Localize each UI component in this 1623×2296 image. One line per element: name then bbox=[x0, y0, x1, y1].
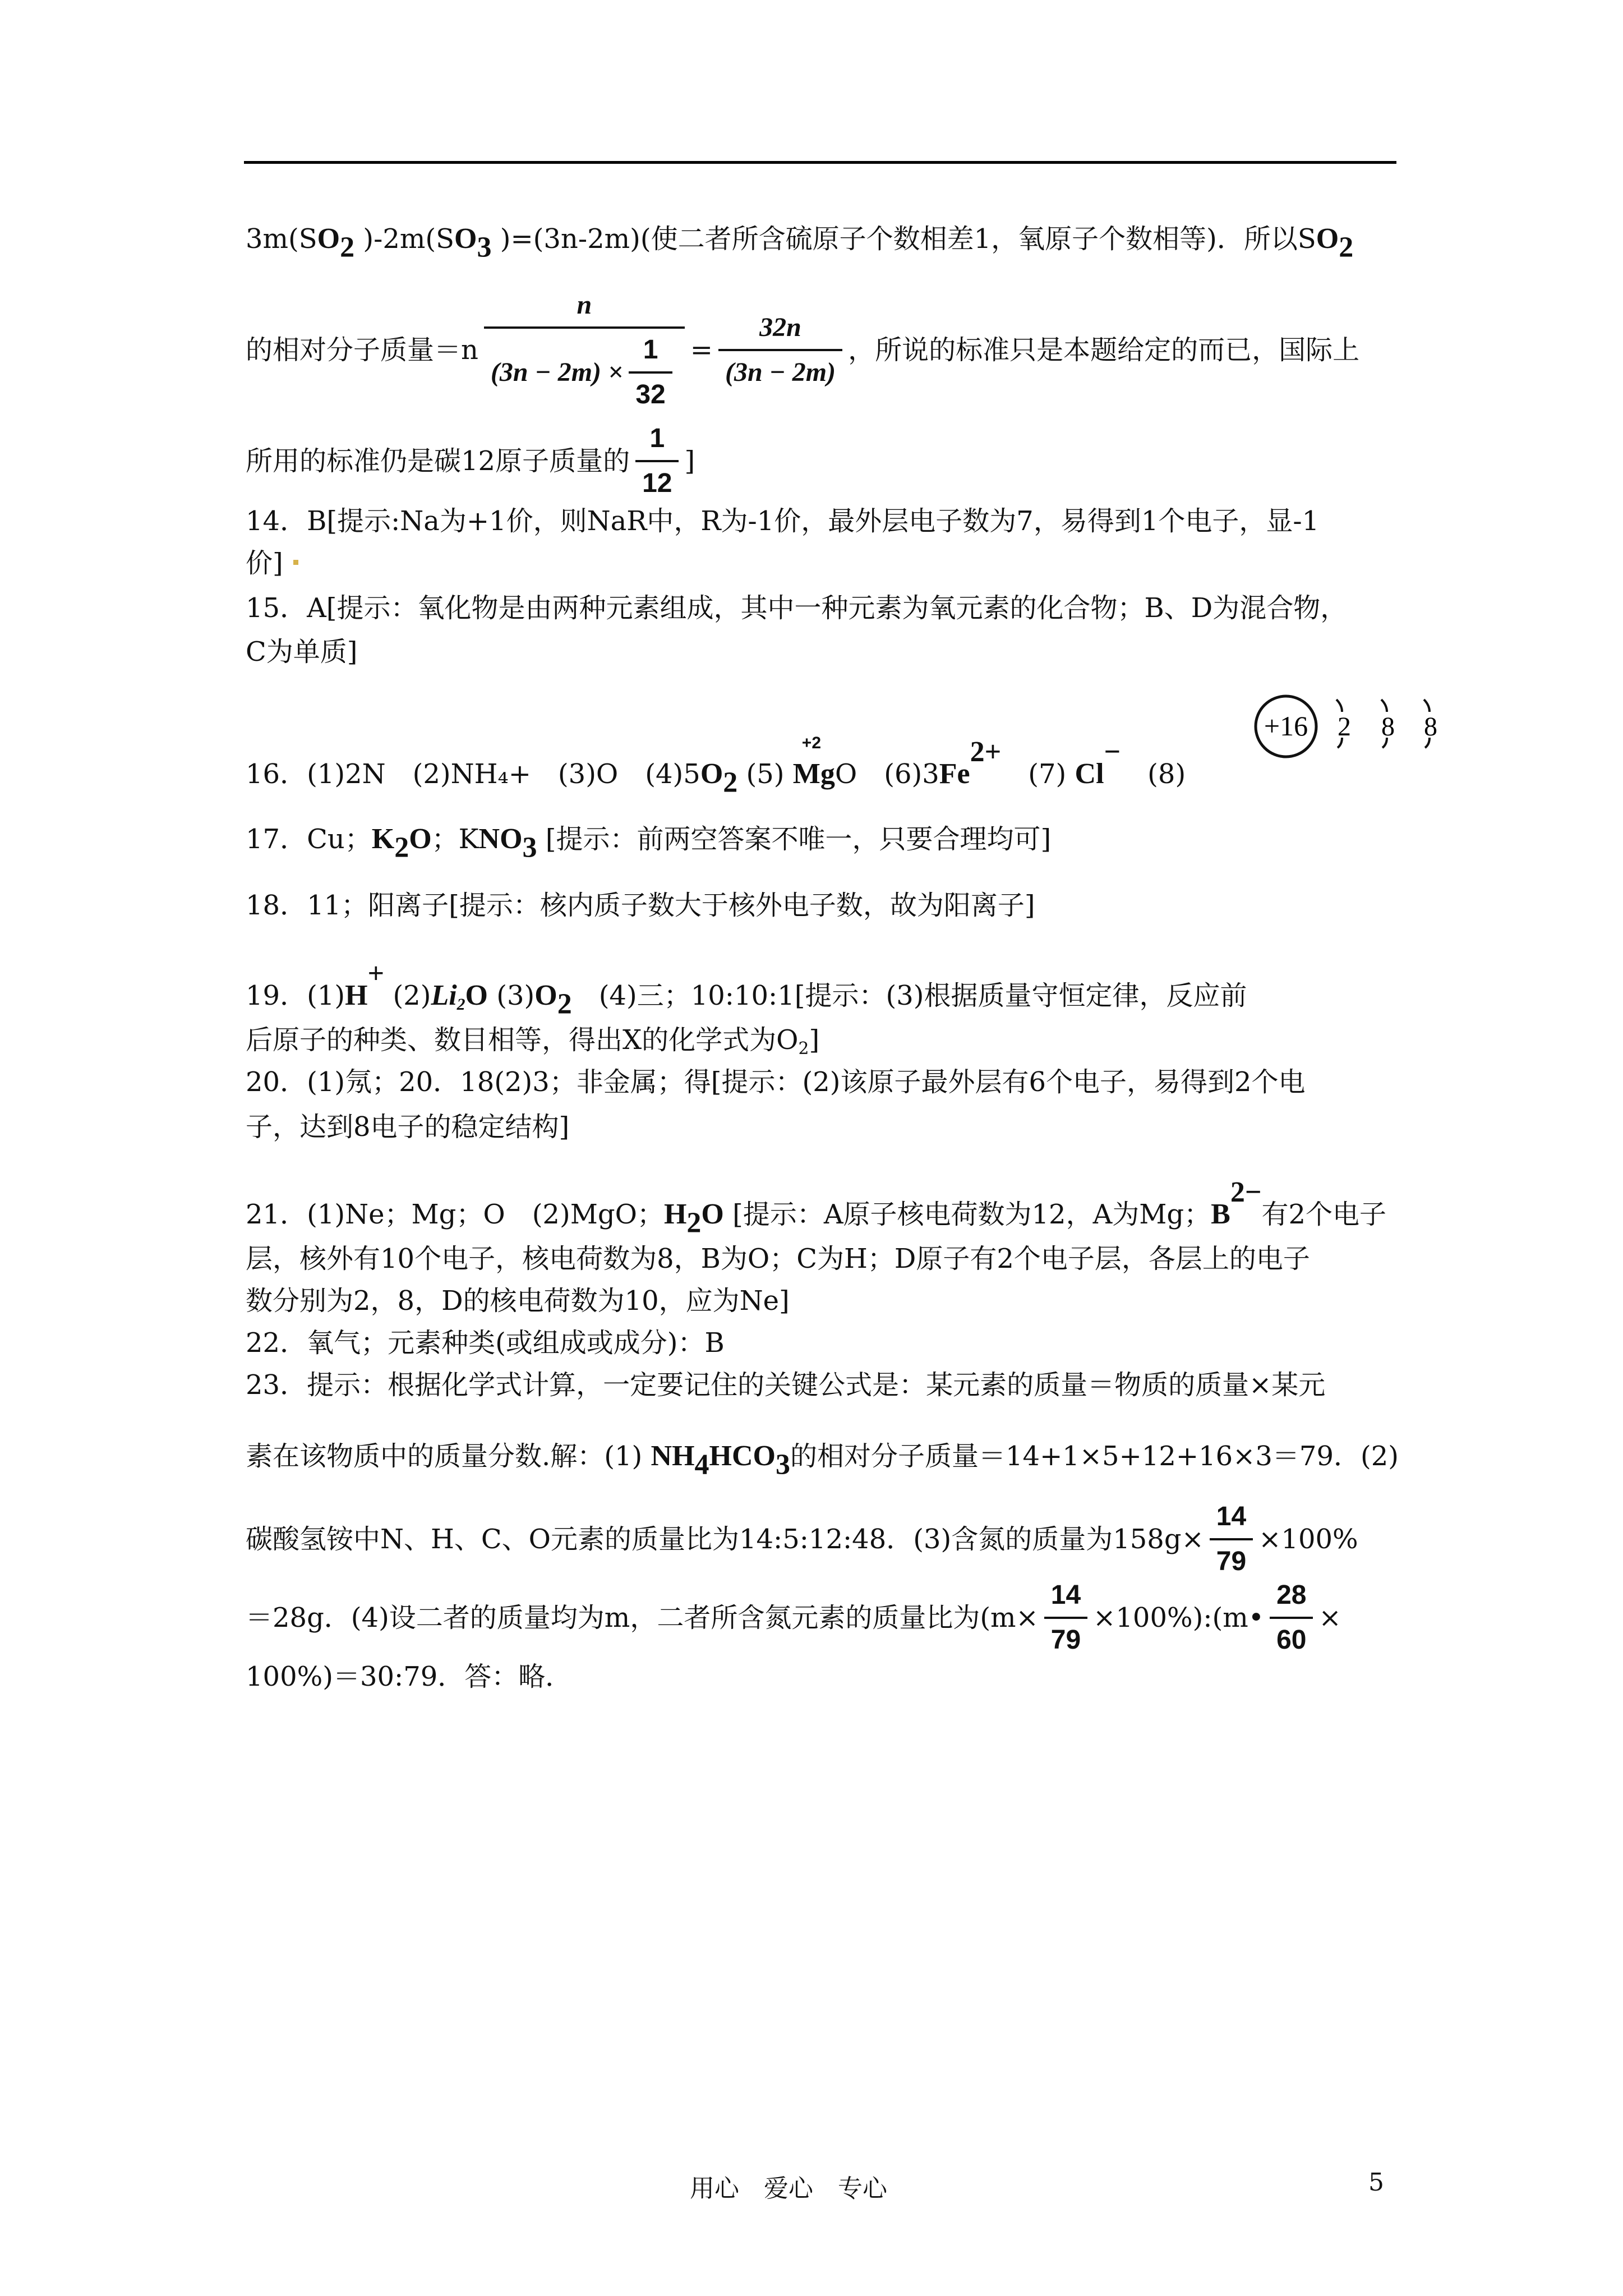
answer-15-line-1: 15．A[提示：氧化物是由两种元素组成，其中一种元素为氧元素的化合物；B、D为混合物， bbox=[246, 592, 1348, 624]
answer-14-line-2: 价] bbox=[246, 547, 283, 579]
answer-16: 16．(1)2N (2)NH₄+ (3)O $(4)5O_2$ (5) +2 MgO $(6)3Fe^{2+}$ (7) Cl− (8) bbox=[246, 734, 1186, 799]
shell-2: 8 bbox=[1381, 712, 1395, 742]
answer-23-line-1: 23．提示：根据化学式计算，一定要记住的关键公式是：某元素的质量＝物质的质量×某元 bbox=[246, 1369, 1326, 1401]
nucleus-charge: +16 bbox=[1264, 710, 1308, 742]
answer-14-line-1: 14．B[提示:Na为+1价，则NaR中，R为-1价，最外层电子数为7，易得到1个电子，显-1 bbox=[246, 505, 1320, 537]
answer-13-line-2: 的相对分子质量＝n n (3n − 2m) × $\frac{1}{32}$ = $\frac{32n}{(3n - 2m)}$ ，所说的标准只是本题给定的而已，国际上 bbox=[246, 290, 1360, 409]
fraction-n-over: n (3n − 2m) × $\frac{1}{32}$ bbox=[484, 292, 685, 408]
answer-19-line-1: 19．(1)H+ $(2)Li_2O$ $(3)O_2$ (4)三；10:10:1[提示：(3)根据质量守恒定律，反应前 bbox=[246, 958, 1247, 1020]
answer-18: 18．11；阳离子[提示：核内质子数大于核外电子数，故为阳离子] bbox=[246, 890, 1035, 921]
shell-3: 8 bbox=[1424, 712, 1437, 742]
atom-structure-diagram bbox=[1253, 692, 1455, 770]
page-number: 5 bbox=[1368, 2168, 1384, 2197]
answer-19-line-2: 后原子的种类、数目相等，得出X的化学式为$O_2$] bbox=[246, 1024, 820, 1059]
answer-20-line-2: 子，达到8电子的稳定结构] bbox=[246, 1111, 570, 1143]
page-footer: 用心 爱心 专心 bbox=[690, 2174, 887, 2203]
answer-23-line-2: 素在该物质中的质量分数.解：(1) $NH_4HCO_3$的相对分子质量＝14+1×5+12+16×3＝79．(2) bbox=[246, 1440, 1399, 1481]
answer-15-line-2: C为单质] bbox=[246, 636, 358, 668]
answer-21-line-2: 层，核外有10个电子，核电荷数为8，B为O；C为H；D原子有2个电子层，各层上的电子 bbox=[246, 1243, 1310, 1274]
answer-21-line-3: 数分别为2，8，D的核电荷数为10，应为Ne] bbox=[246, 1285, 790, 1317]
shell-1: 2 bbox=[1338, 712, 1351, 742]
highlight-mark bbox=[293, 560, 298, 565]
answer-23-line-5: 100%)＝30:79．答：略． bbox=[246, 1661, 573, 1692]
header-rule bbox=[244, 161, 1396, 164]
answer-13-line-1: $3m(SO_2$ )$-2m(SO_3$ )=(3n-2m)(使二者所含硫原子个数相差1，氧原子个数相等)．所以$SO_2$ bbox=[246, 223, 1354, 264]
answer-20-line-1: 20．(1)氖；20．18(2)3；非金属；得[提示：(2)该原子最外层有6个电子，易得到2个电 bbox=[246, 1066, 1306, 1098]
answer-22: 22．氧气；元素种类(或组成或成分)：B bbox=[246, 1327, 725, 1359]
answer-23-line-3: 碳酸氢铵中N、H、C、O元素的质量比为14:5:12:48．(3)含氮的质量为158g× $\frac{14}{79}$ ×100% bbox=[246, 1502, 1358, 1576]
answer-23-line-4: ＝28g．(4)设二者的质量均为m，二者所含氮元素的质量比为(m× $\frac{14}{79}$ ×100%):(m• $\frac{28}{60}$ × bbox=[246, 1580, 1341, 1655]
mg-valence: +2 Mg bbox=[792, 734, 835, 790]
answer-21-line-1: 21．(1)Ne；Mg；O (2)MgO；$H_2O$ [提示：A原子核电荷数为12，A为Mg；$B^{2-}$有2个电子 bbox=[246, 1176, 1386, 1239]
answer-17: 17．Cu；$K_2O$；$KNO_3$ [提示：前两空答案不唯一，只要合理均可] bbox=[246, 823, 1052, 864]
fraction-32n: $\frac{32n}{(3n - 2m)}$ bbox=[718, 314, 842, 386]
answer-13-line-3: 所用的标准仍是碳12原子质量的 $\frac{1}{12}$ ] bbox=[246, 424, 695, 498]
